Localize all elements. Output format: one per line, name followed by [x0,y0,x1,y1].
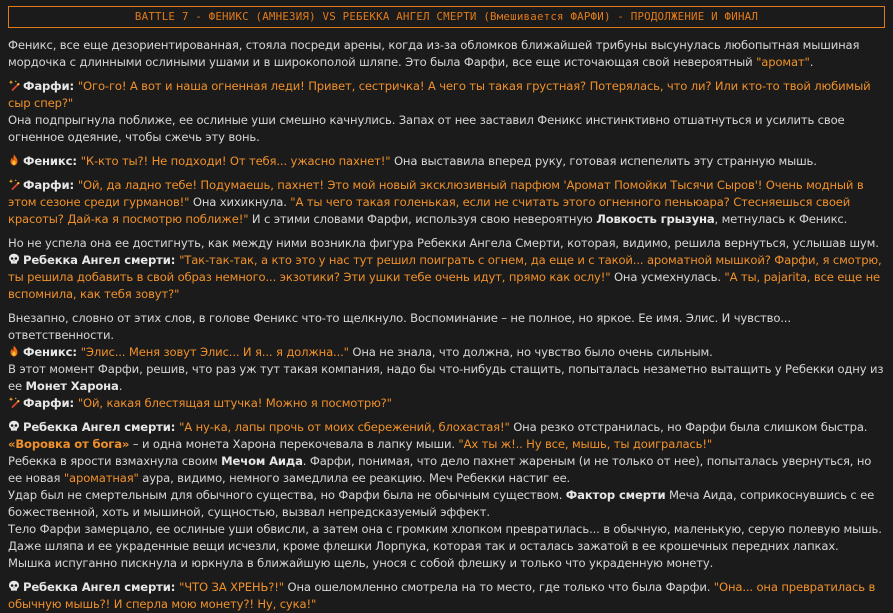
story-line [8,252,885,303]
story-line [8,177,885,228]
story-paragraph [8,235,885,303]
fire-icon [8,154,20,166]
quoted-text: "Элис... Меня зовут Элис... И я... я должна..." [80,345,349,359]
story-line [8,153,885,170]
ability-name: «Воровка от бога» [8,437,130,451]
quoted-text: "Она... она превратилась в обычную мышь?! И сперла мою монету?! Ну, сука!" [8,580,876,611]
story-line [8,344,885,361]
quoted-text: "А ты чего такая голенькая, если не считать этого огненного пеньюара? Стесняешься своей красоты? Дай-ка я посмотрю поближе!" [8,195,851,226]
story-line [8,487,885,521]
quoted-text: "А ты, pajarita, все еще не вспомнила, как тебя зовут?" [8,270,880,301]
story-line [8,521,885,572]
battle-title: BATTLE 7 - ФЕНИКС (АМНЕЗИЯ) VS РЕБЕККА АНГЕЛ СМЕРТИ (Вмешивается ФАРФИ) - ПРОДОЛЖЕНИЕ И ФИНАЛ [8,6,885,28]
farfi-sparkle-icon [8,396,20,408]
narration-text: Она не знала, что должна, но чувство было очень сильным. [348,345,713,359]
narration-text: Ребекка в ярости взмахнула своим [8,454,222,468]
skull-icon [8,253,20,265]
narration-text: Тело Фарфи замерцало, ее ослиные уши обвисли, а затем она с громким хлопком превратилась... в обычную, маленькую, серую полевую мышь. Даже шляпа и ее украденные вещи исчезли, кроме флешки Лорпука, которая так и осталась зажатой в ее крошечных передних лапках. Мышка испуганно пискнула и юркнула в ближайшую щель, унося с собой флешку и только что украденную монету. [8,522,882,570]
speaker-name: Феникс: [23,345,81,359]
quoted-text: "А ну-ка, лапы прочь от моих сбережений, блохастая!" [179,420,510,434]
story-paragraph [8,419,885,572]
speaker-name: Ребекка Ангел смерти: [23,253,180,267]
narration-text: Феникс, все еще дезориентированная, стояла посреди арены, когда из-за обломков ближайшей трибуны высунулась любопытная мышиная мордочка с длинными ослиными ушами и в широкополой шляпе. Это была Фарфи, все еще источающая свой невероятный [8,38,860,69]
narration-text: Она подпрыгнула поближе, ее ослиные уши смешно качнулись. Запах от нее заставил Феникс инстинктивно отшатнуться и усилить свое огненное одеяние, чтобы сжечь эту вонь. [8,113,845,144]
skull-icon [8,420,20,432]
story-line [8,419,885,453]
quoted-text: "ароматная" [63,471,139,485]
story-paragraph [8,177,885,228]
farfi-sparkle-icon [8,178,20,190]
speaker-name: Феникс: [23,154,81,168]
speaker-name: Фарфи: [23,396,78,410]
narration-text: . Фарфи, понимая, что дело пахнет жареным (и не только от нее), попыталась увернуться, но ее новая [8,454,872,485]
story-line [8,235,885,252]
narration-text: Она усмехнулась. [610,270,725,284]
story-line [8,310,885,344]
quoted-text: "Так-так-так, а кто это у нас тут решил поиграть с огнем, да еще и с такой... ароматной мышкой? Фарфи, я смотрю, ты решила добавить в свой образ немного... экзотики? Эти ушки тебе очень идут, прямо как ослу!" [8,253,882,284]
speaker-name: Ребекка Ангел смерти: [23,580,180,594]
narration-text: . [118,379,123,393]
narration-text: . [809,55,814,69]
bold-term: Мечом Аида [221,454,303,468]
narration-text: Меча Аида, соприкоснувшись с ее божественной, хоть и мышиной, сущностью, вызвал непредсказуемый эффект. [8,488,875,519]
story-line [8,453,885,487]
speaker-name: Ребекка Ангел смерти: [23,420,180,434]
bold-term: Ловкость грызуна [596,212,715,226]
narration-text: Она ошеломленно смотрела на то место, где только что была Фарфи. [283,580,714,594]
speaker-name: Фарфи: [23,178,78,192]
story-paragraph [8,153,885,170]
quoted-text: "Ой, какая блестящая штучка! Можно я посмотрю?" [77,396,392,410]
quoted-text: "Ах ты ж!.. Ну все, мышь, ты доигралась!" [458,437,713,451]
speaker-name: Фарфи: [23,79,78,93]
story-line [8,579,885,613]
narration-text: В этот момент Фарфи, решив, что раз уж тут такая компания, надо бы что-нибудь стащить, попыталась незаметно вытащить у Ребекки одну из ее [8,362,884,393]
quoted-text: "Ого-го! А вот и наша огненная леди! Привет, сестричка! А чего ты такая грустная? Потерялась, что ли? Или кто-то твой любимый сыр спер?" [8,79,871,110]
story-line [8,37,885,71]
narration-text: Она резко отстранилась, но Фарфи была слишком быстра. [509,420,868,434]
narration-text: И с этими словами Фарфи, используя свою невероятную [248,212,597,226]
story-line [8,112,885,146]
quoted-text: "К-кто ты?! Не подходи! От тебя... ужасно пахнет!" [80,154,391,168]
narration-text: Она хихикнула. [189,195,291,209]
quoted-text: "аромат" [756,55,810,69]
story-paragraph [8,310,885,412]
story-paragraph [8,78,885,146]
narration-text: Она выставила вперед руку, готовая испепелить эту странную мышь. [390,154,817,168]
bold-term: Фактор смерти [565,488,666,502]
story-paragraph [8,579,885,613]
narration-text: – и одна монета Харона перекочевала в лапку мыши. [129,437,459,451]
narration-text: , метнулась к Феникс. [714,212,848,226]
bold-term: Монет Харона [25,379,119,393]
story-line [8,78,885,112]
narration-text: Удар был не смертельным для обычного существа, но Фарфи была не обычным существом. [8,488,566,502]
farfi-sparkle-icon [8,79,20,91]
story-paragraph [8,37,885,71]
narration-text: Но не успела она ее достигнуть, как между ними возникла фигура Ребекки Ангела Смерти, которая, видимо, решила вернуться, услышав шум. [8,236,879,250]
story-content [8,37,885,613]
story-line [8,361,885,395]
skull-icon [8,580,20,592]
quoted-text: "ЧТО ЗА ХРЕНЬ?!" [179,580,284,594]
fire-icon [8,345,20,357]
narration-text: аура, видимо, немного замедлила ее реакцию. Меч Ребекки настиг ее. [138,471,571,485]
narration-text: Внезапно, словно от этих слов, в голове Феникс что-то щелкнуло. Воспоминание – не полное, но яркое. Ее имя. Элис. И чувство... ответственности. [8,311,791,342]
quoted-text: "Ой, да ладно тебе! Подумаешь, пахнет! Это мой новый эксклюзивный парфюм 'Аромат Помойки Тысячи Сыров'! Очень модный в этом сезоне среди гурманов!" [8,178,864,209]
story-line [8,395,885,412]
